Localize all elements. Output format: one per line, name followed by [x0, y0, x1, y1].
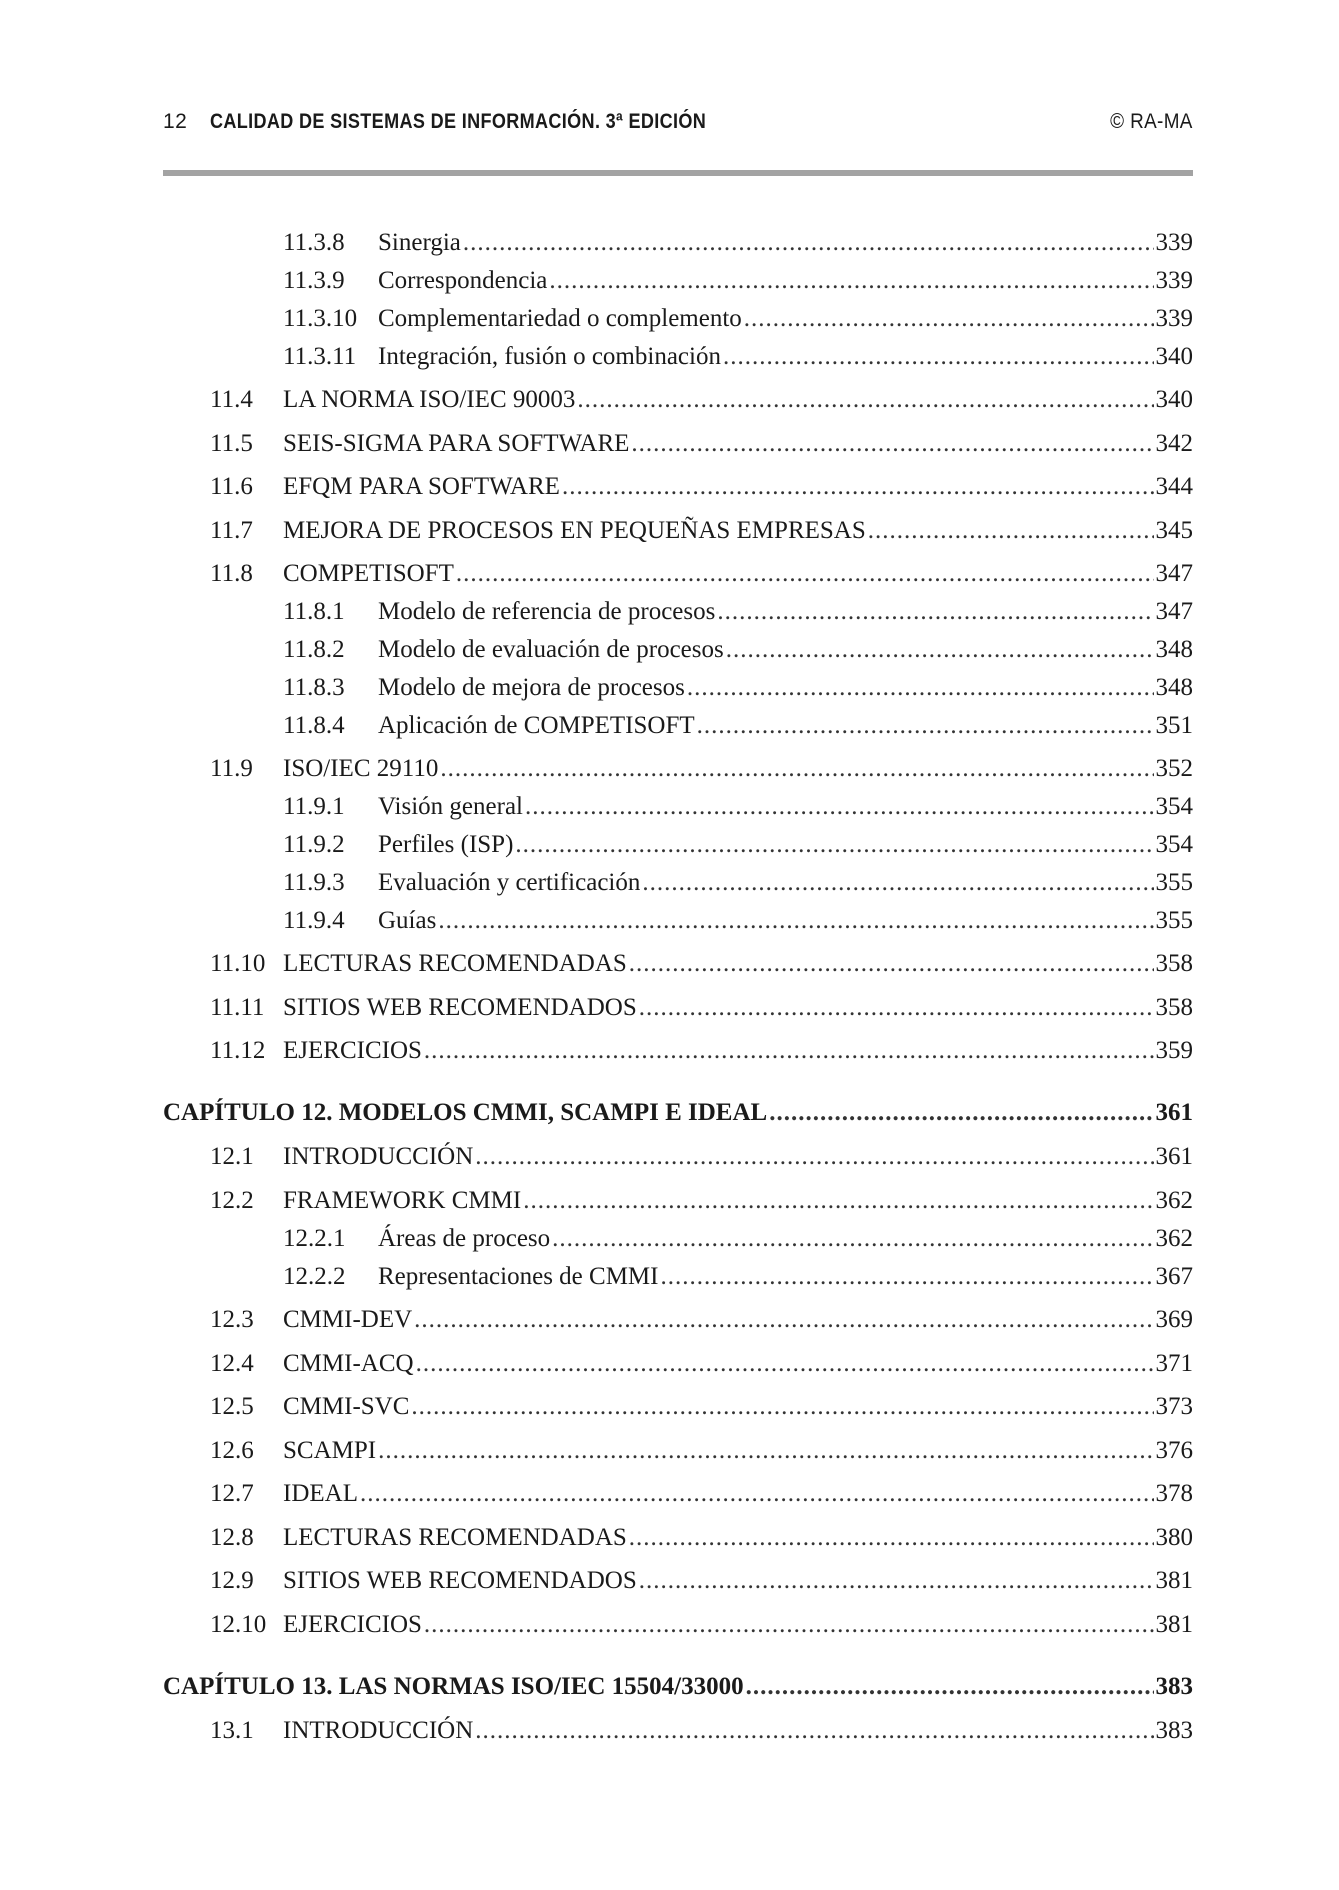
toc-entry-page: 348: [1155, 636, 1193, 663]
toc-entry-title: INTRODUCCIÓN: [283, 1717, 474, 1744]
toc-entry: [210, 1565, 1193, 1597]
toc-entry: [210, 1435, 1193, 1467]
toc-entry-number: 12.5: [210, 1393, 254, 1420]
dot-leader: [525, 791, 1154, 823]
toc-entry-page: 378: [1155, 1480, 1193, 1507]
toc-entry-number: 11.9.2: [283, 831, 345, 858]
toc-entry: [283, 672, 1193, 704]
toc-entry-page: 355: [1155, 869, 1193, 896]
toc-entry-page: 369: [1155, 1306, 1193, 1333]
toc-entry: [283, 227, 1193, 259]
toc-entry: [283, 634, 1193, 666]
toc-entry: [210, 1141, 1193, 1173]
dot-leader: [515, 829, 1153, 861]
toc-entry: [210, 558, 1193, 590]
toc-entry-page: 359: [1155, 1037, 1193, 1064]
dot-leader: [438, 905, 1153, 937]
toc-entry-number: 12.8: [210, 1524, 254, 1551]
toc-entry: [283, 905, 1193, 937]
toc-entry-page: 383: [1155, 1673, 1193, 1700]
toc-entry-title: Complementariedad o complemento: [378, 305, 742, 332]
toc-entry-number: 11.8.1: [283, 598, 345, 625]
dot-leader: [717, 596, 1153, 628]
dot-leader: [424, 1035, 1154, 1067]
book-title: CALIDAD DE SISTEMAS DE INFORMACIÓN. 3ª EDICIÓN: [210, 110, 707, 133]
dot-leader: [697, 710, 1154, 742]
toc-entry-page: 361: [1155, 1099, 1193, 1126]
toc-entry: [210, 1304, 1193, 1336]
toc-entry-page: 347: [1155, 560, 1193, 587]
toc-entry-page: 339: [1155, 305, 1193, 332]
toc-entry-page: 351: [1155, 712, 1193, 739]
dot-leader: [475, 1715, 1153, 1747]
toc-entry-title: CMMI-ACQ: [283, 1350, 414, 1377]
toc-entry: [283, 867, 1193, 899]
dot-leader: [416, 1348, 1154, 1380]
toc-entry-number: 12.4: [210, 1350, 254, 1377]
toc-entry-title: LECTURAS RECOMENDADAS: [283, 950, 627, 977]
dot-leader: [456, 558, 1154, 590]
toc-entry: [210, 1185, 1193, 1217]
toc-entry-page: 362: [1155, 1225, 1193, 1252]
toc-entry-page: 340: [1155, 343, 1193, 370]
toc-entry-title: EFQM PARA SOFTWARE: [283, 473, 560, 500]
dot-leader: [378, 1435, 1153, 1467]
toc-entry: [210, 1035, 1193, 1067]
toc-entry-title: Modelo de mejora de procesos: [378, 674, 685, 701]
toc-entry-number: 12.3: [210, 1306, 254, 1333]
toc-entry-page: 376: [1155, 1437, 1193, 1464]
toc-entry-number: 11.9.4: [283, 907, 345, 934]
toc-entry-title: SITIOS WEB RECOMENDADOS: [283, 994, 637, 1021]
toc-entry-title: Correspondencia: [378, 267, 548, 294]
toc-entry-title: INTRODUCCIÓN: [283, 1143, 474, 1170]
toc-entry-page: 339: [1155, 229, 1193, 256]
dot-leader: [523, 1185, 1153, 1217]
toc-entry: [210, 753, 1193, 785]
toc-entry-title: COMPETISOFT: [283, 560, 454, 587]
dot-leader: [463, 227, 1154, 259]
dot-leader: [660, 1261, 1153, 1293]
toc-entry-page: 354: [1155, 793, 1193, 820]
toc-entry-page: 373: [1155, 1393, 1193, 1420]
toc-entry: [210, 515, 1193, 547]
dot-leader: [629, 1522, 1154, 1554]
dot-leader: [726, 634, 1154, 666]
dot-leader: [577, 384, 1153, 416]
toc-entry-title: MEJORA DE PROCESOS EN PEQUEÑAS EMPRESAS: [283, 517, 866, 544]
toc-entry-page: 361: [1155, 1143, 1193, 1170]
toc-entry-number: 11.8.3: [283, 674, 345, 701]
toc-entry-number: 11.8.4: [283, 712, 345, 739]
toc-entry: [210, 1609, 1193, 1641]
toc-entry-page: 381: [1155, 1567, 1193, 1594]
dot-leader: [639, 1565, 1154, 1597]
dot-leader: [723, 341, 1154, 373]
toc-entry-page: 355: [1155, 907, 1193, 934]
toc-entry-number: 11.9: [210, 755, 253, 782]
toc-entry-title: Representaciones de CMMI: [378, 1263, 659, 1290]
toc-entry: [283, 265, 1193, 297]
toc-entry-number: 11.5: [210, 430, 253, 457]
toc-entry-title: EJERCICIOS: [283, 1037, 422, 1064]
toc-entry-page: 362: [1155, 1187, 1193, 1214]
toc-entry: [210, 948, 1193, 980]
toc-entry-number: 12.9: [210, 1567, 254, 1594]
dot-leader: [411, 1391, 1153, 1423]
dot-leader: [414, 1304, 1153, 1336]
toc-entry-page: 344: [1155, 473, 1193, 500]
dot-leader: [424, 1609, 1154, 1641]
dot-leader: [552, 1223, 1153, 1255]
toc-entry-title: Modelo de evaluación de procesos: [378, 636, 724, 663]
toc-entry-number: 11.8: [210, 560, 253, 587]
toc-entry-title: Sinergia: [378, 229, 461, 256]
toc-entry-title: CMMI-SVC: [283, 1393, 410, 1420]
toc-entry-title: Guías: [378, 907, 437, 934]
toc-entry: [283, 1261, 1193, 1293]
toc-entry-page: 347: [1155, 598, 1193, 625]
toc-entry: [210, 1478, 1193, 1510]
toc-entry: [283, 791, 1193, 823]
toc-entry-number: 11.11: [210, 994, 265, 1021]
dot-leader: [769, 1097, 1153, 1129]
toc-entry: [210, 992, 1193, 1024]
dot-leader: [639, 992, 1154, 1024]
dot-leader: [629, 948, 1154, 980]
toc-entry: [210, 428, 1193, 460]
toc-entry-title: CMMI-DEV: [283, 1306, 413, 1333]
toc-entry: [283, 596, 1193, 628]
toc-entry-number: 12.2.1: [283, 1225, 346, 1252]
dot-leader: [642, 867, 1153, 899]
toc-entry-page: 345: [1155, 517, 1193, 544]
toc-entry: [210, 384, 1193, 416]
dot-leader: [631, 428, 1153, 460]
toc-entry: [210, 1522, 1193, 1554]
toc-entry-number: 12.10: [210, 1611, 267, 1638]
toc-entry-number: 11.3.11: [283, 343, 357, 370]
toc-entry-number: 11.9.1: [283, 793, 345, 820]
dot-leader: [440, 753, 1153, 785]
toc-entry: [210, 1391, 1193, 1423]
toc-entry-number: 11.7: [210, 517, 253, 544]
toc-entry-number: 11.3.8: [283, 229, 345, 256]
toc-entry-number: 11.10: [210, 950, 266, 977]
toc-entry-number: 11.4: [210, 386, 253, 413]
toc-entry-title: LECTURAS RECOMENDADAS: [283, 1524, 627, 1551]
toc-entry-number: 11.9.3: [283, 869, 345, 896]
dot-leader: [744, 303, 1154, 335]
page-number: 12: [163, 110, 188, 133]
dot-leader: [549, 265, 1153, 297]
toc-entry-page: 358: [1155, 950, 1193, 977]
toc-entry-page: 354: [1155, 831, 1193, 858]
toc-entry-number: 12.1: [210, 1143, 254, 1170]
toc-entry-title: SCAMPI: [283, 1437, 377, 1464]
toc-entry-title: SEIS-SIGMA PARA SOFTWARE: [283, 430, 630, 457]
toc-entry-page: 367: [1155, 1263, 1193, 1290]
toc-chapter-heading: [163, 1097, 1193, 1129]
toc-entry-title: FRAMEWORK CMMI: [283, 1187, 522, 1214]
toc-entry-title: Perfiles (ISP): [378, 831, 514, 858]
toc-entry: [210, 1348, 1193, 1380]
toc-entry-title: SITIOS WEB RECOMENDADOS: [283, 1567, 637, 1594]
toc-entry-page: 381: [1155, 1611, 1193, 1638]
toc-entry-number: 12.7: [210, 1480, 254, 1507]
toc-entry: [283, 710, 1193, 742]
toc-entry: [283, 829, 1193, 861]
toc-entry-page: 358: [1155, 994, 1193, 1021]
toc-entry-title: Modelo de referencia de procesos: [378, 598, 716, 625]
toc-chapter-heading: [163, 1671, 1193, 1703]
toc-entry-page: 371: [1155, 1350, 1193, 1377]
toc-entry-title: IDEAL: [283, 1480, 358, 1507]
toc-entry-title: CAPÍTULO 12. MODELOS CMMI, SCAMPI E IDEAL: [163, 1099, 768, 1126]
toc-entry-number: 11.3.9: [283, 267, 345, 294]
toc-entry-page: 340: [1155, 386, 1193, 413]
toc-entry-page: 348: [1155, 674, 1193, 701]
dot-leader: [475, 1141, 1153, 1173]
dot-leader: [746, 1671, 1154, 1703]
toc-entry-title: LA NORMA ISO/IEC 90003: [283, 386, 576, 413]
toc-entry-number: 13.1: [210, 1717, 254, 1744]
toc-entry-page: 339: [1155, 267, 1193, 294]
toc-entry-title: Evaluación y certificación: [378, 869, 641, 896]
dot-leader: [562, 471, 1154, 503]
toc-entry-title: Visión general: [378, 793, 523, 820]
toc-entry-number: 12.2.2: [283, 1263, 346, 1290]
toc-entry: [283, 303, 1193, 335]
toc-entry-title: Integración, fusión o combinación: [378, 343, 721, 370]
toc-entry-number: 12.6: [210, 1437, 254, 1464]
toc-entry: [210, 1715, 1193, 1747]
toc-entry-title: Aplicación de COMPETISOFT: [378, 712, 695, 739]
toc-entry-page: 383: [1155, 1717, 1193, 1744]
toc-entry: [283, 341, 1193, 373]
toc-entry-title: EJERCICIOS: [283, 1611, 422, 1638]
dot-leader: [687, 672, 1154, 704]
dot-leader: [360, 1478, 1154, 1510]
toc-entry-number: 11.6: [210, 473, 253, 500]
toc-entry-page: 352: [1155, 755, 1193, 782]
toc-entry-page: 380: [1155, 1524, 1193, 1551]
toc-entry-page: 342: [1155, 430, 1193, 457]
toc-entry-number: 11.12: [210, 1037, 266, 1064]
toc-entry-title: ISO/IEC 29110: [283, 755, 439, 782]
publisher-mark: © RA-MA: [1110, 110, 1193, 133]
toc-entry-title: Áreas de proceso: [378, 1225, 551, 1252]
toc-entry-title: CAPÍTULO 13. LAS NORMAS ISO/IEC 15504/33000: [163, 1673, 744, 1700]
toc-entry: [210, 471, 1193, 503]
toc-entry: [283, 1223, 1193, 1255]
toc-entry-number: 11.3.10: [283, 305, 358, 332]
dot-leader: [868, 515, 1154, 547]
toc-entry-number: 12.2: [210, 1187, 254, 1214]
toc-entry-number: 11.8.2: [283, 636, 345, 663]
